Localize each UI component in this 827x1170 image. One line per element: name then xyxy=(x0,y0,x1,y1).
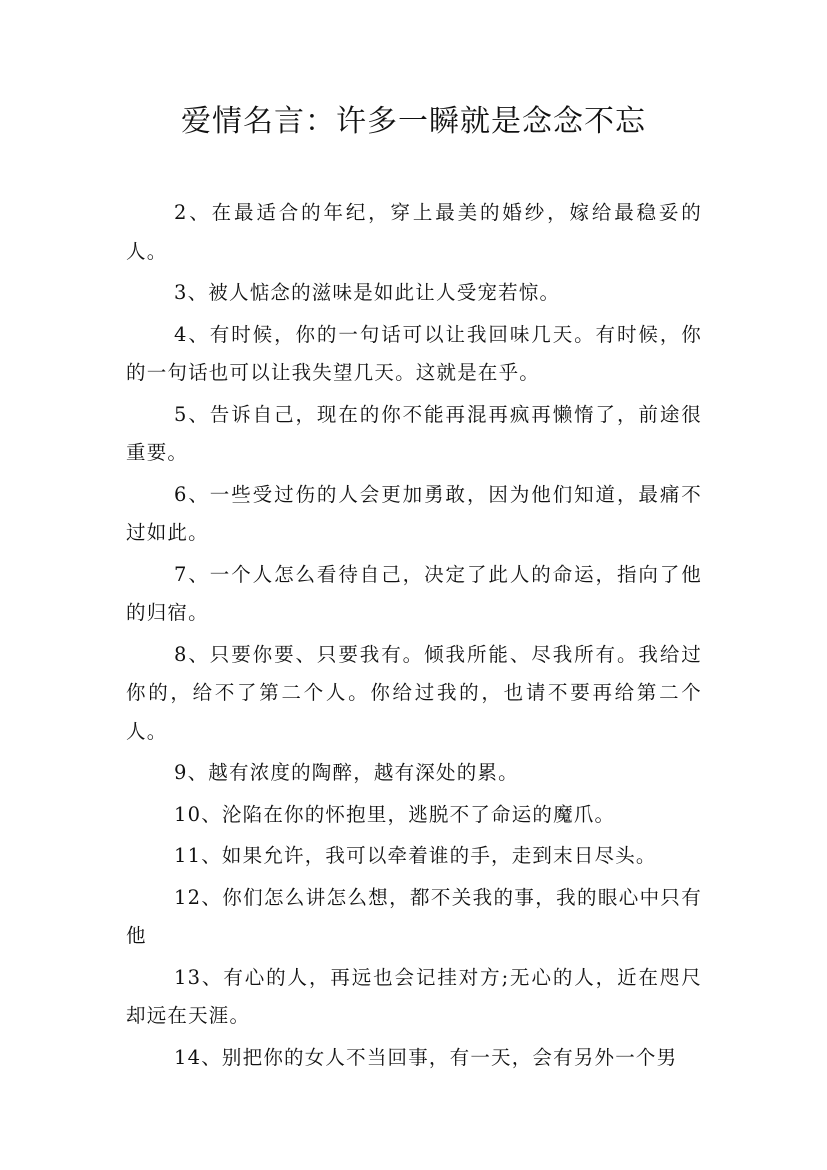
quote-paragraph-7: 7、一个人怎么看待自己，决定了此人的命运，指向了他的归宿。 xyxy=(126,562,702,624)
document-title: 爱情名言：许多一瞬就是念念不忘 xyxy=(181,104,646,139)
quote-paragraph-4: 4、有时候，你的一句话可以让我回味几天。有时候，你的一句话也可以让我失望几天。这就是在乎。 xyxy=(126,322,702,384)
quote-paragraph-9: 9、越有浓度的陶醉，越有深处的累。 xyxy=(174,761,519,784)
quote-paragraph-6: 6、一些受过伤的人会更加勇敢，因为他们知道，最痛不过如此。 xyxy=(126,482,702,544)
quote-paragraph-11: 11、如果允许，我可以牵着谁的手，走到末日尽头。 xyxy=(174,844,657,867)
quote-paragraph-13: 13、有心的人，再远也会记挂对方;无心的人，近在咫尺却远在天涯。 xyxy=(126,965,702,1027)
quote-paragraph-10: 10、沦陷在你的怀抱里，逃脱不了命运的魔爪。 xyxy=(174,802,616,826)
quote-paragraph-2: 2、在最适合的年纪，穿上最美的婚纱，嫁给最稳妥的人。 xyxy=(126,201,702,263)
quote-paragraph-5: 5、告诉自己，现在的你不能再混再疯再懒惰了，前途很重要。 xyxy=(126,402,702,464)
quote-paragraph-12: 12、你们怎么讲怎么想，都不关我的事，我的眼心中只有他 xyxy=(126,885,702,947)
document-body xyxy=(126,194,702,1080)
quote-paragraph-3: 3、被人惦念的滋味是如此让人受宠若惊。 xyxy=(174,281,561,304)
quote-paragraph-14: 14、别把你的女人不当回事，有一天，会有另外一个男 xyxy=(174,1045,678,1069)
quote-paragraph-8: 8、只要你要、只要我有。倾我所能、尽我所有。我给过你的，给不了第二个人。你给过我的，也请不要再给第二个人。 xyxy=(126,642,702,743)
